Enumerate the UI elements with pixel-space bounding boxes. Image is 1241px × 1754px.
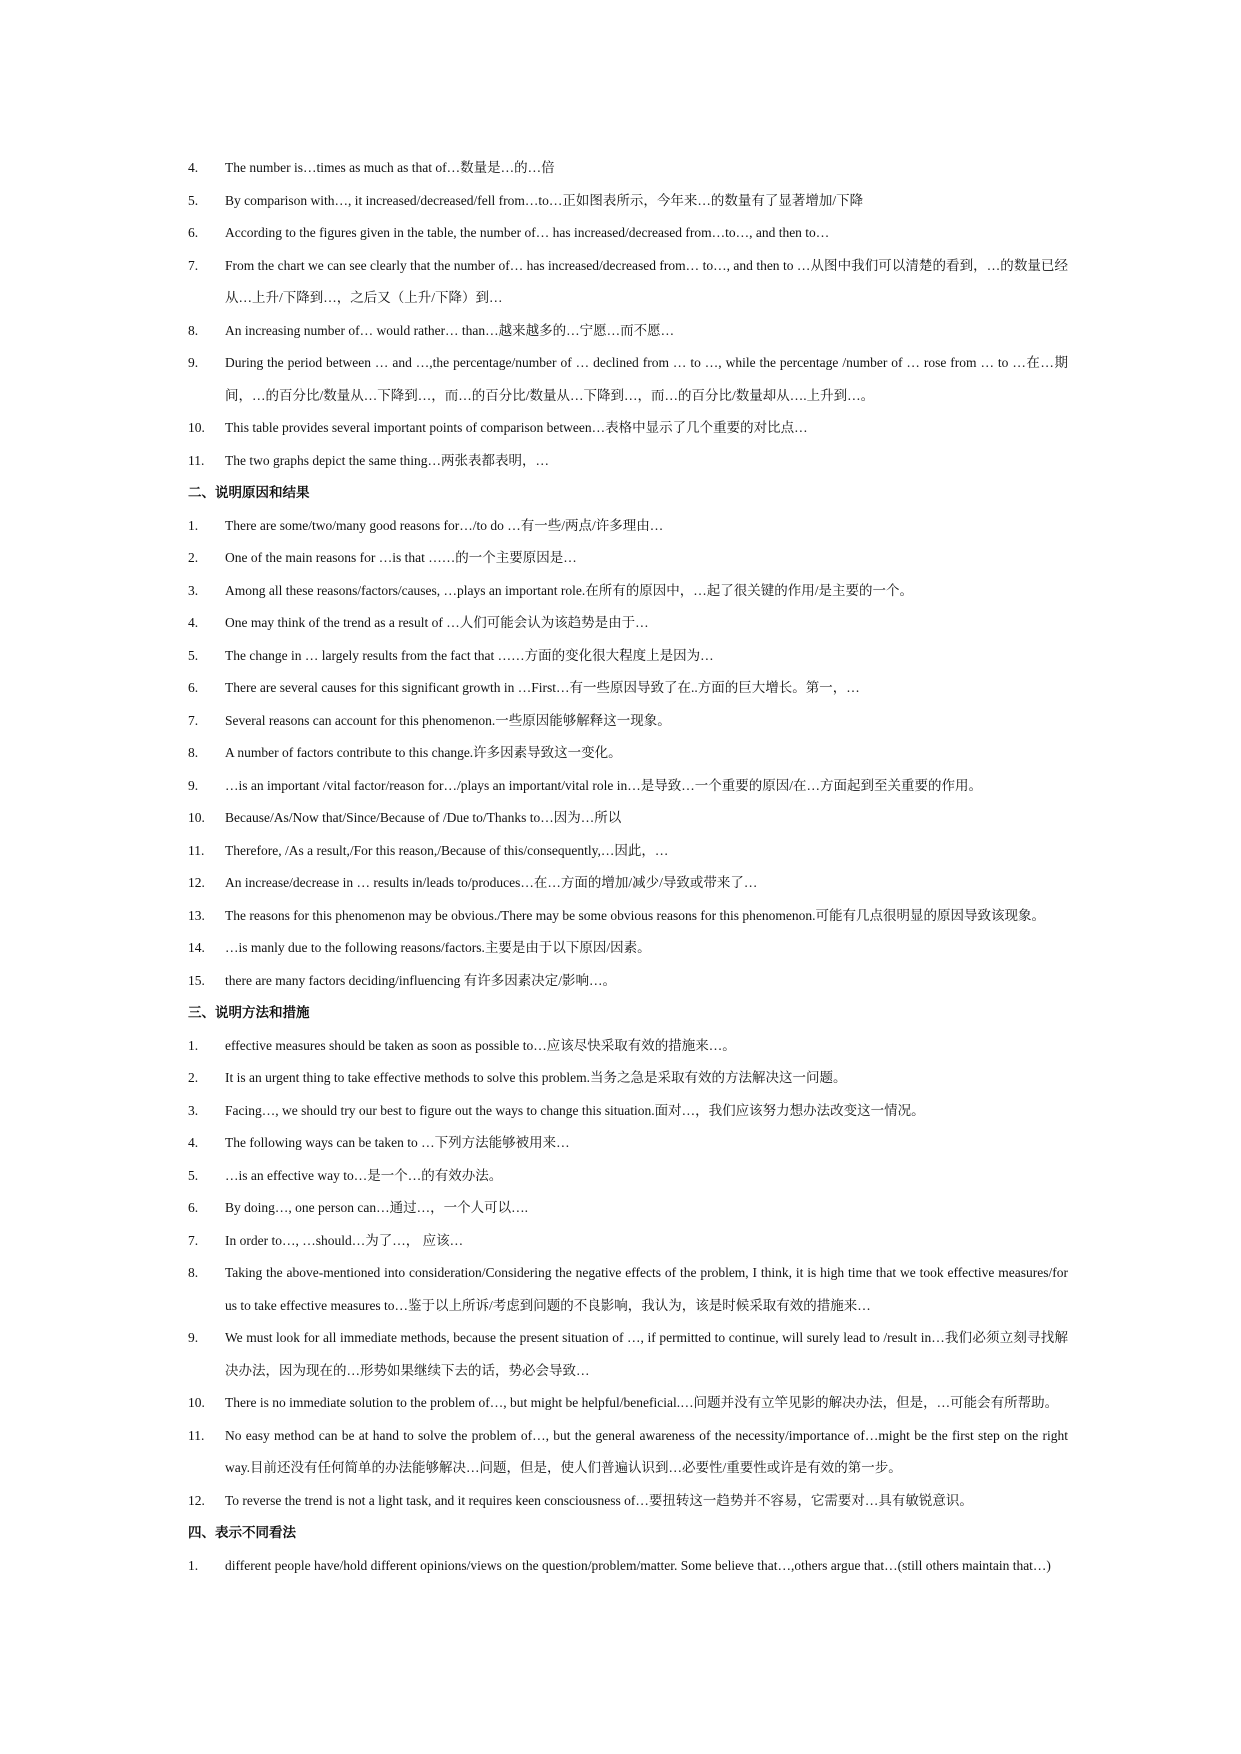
item-number: 13. bbox=[188, 907, 205, 923]
item-text: By doing…, one person can…通过…，一个人可以…. bbox=[225, 1200, 528, 1215]
list-item bbox=[188, 347, 1068, 412]
item-number: 4. bbox=[188, 1135, 199, 1150]
list-item bbox=[188, 835, 1068, 868]
item-number: 7. bbox=[188, 712, 199, 728]
item-number: 1. bbox=[188, 517, 199, 533]
list-item bbox=[188, 412, 1068, 445]
item-text: By comparison with…, it increased/decreased/fell from…to…正如图表所示，今年来…的数量有了显著增加/下降 bbox=[225, 192, 864, 208]
item-number: 14. bbox=[188, 940, 205, 955]
list-item bbox=[188, 965, 1068, 998]
item-text: The change in … largely results from the fact that ……方面的变化很大程度上是因为… bbox=[225, 647, 714, 663]
item-number: 1. bbox=[188, 1037, 199, 1053]
item-text: It is an urgent thing to take effective methods to solve this problem.当务之急是采取有效的方法解决这一问题。 bbox=[225, 1070, 847, 1085]
list-item bbox=[188, 737, 1068, 770]
section-heading: 二、说明原因和结果 bbox=[188, 485, 310, 500]
item-number: 8. bbox=[188, 745, 199, 760]
item-number: 10. bbox=[188, 420, 205, 435]
item-number: 15. bbox=[188, 972, 205, 988]
item-text: There is no immediate solution to the problem of…, but might be helpful/beneficial.…问题并没有立竿见影的解决办法，但是，…可能会有所帮助。 bbox=[225, 1395, 1059, 1410]
item-number: 9. bbox=[188, 777, 199, 793]
list-item bbox=[188, 1030, 1068, 1063]
item-number: 4. bbox=[188, 160, 199, 175]
item-number: 7. bbox=[188, 257, 199, 273]
item-number: 5. bbox=[188, 647, 199, 663]
item-number: 8. bbox=[188, 1265, 199, 1280]
item-number: 11. bbox=[188, 1427, 205, 1443]
item-text: …is an important /vital factor/reason for…/plays an important/vital role in…是导致…一个重要的原因/在…方面起到至关重要的作用。 bbox=[225, 777, 983, 793]
item-number: 1. bbox=[188, 1557, 199, 1573]
item-number: 4. bbox=[188, 615, 199, 630]
item-number: 3. bbox=[188, 582, 199, 598]
section-heading: 三、说明方法和措施 bbox=[188, 1005, 310, 1020]
item-text: Facing…, we should try our best to figure out the ways to change this situation.面对…，我们应该努力想办法改变这一情况。 bbox=[225, 1102, 925, 1118]
item-text: Several reasons can account for this phenomenon.一些原因能够解释这一现象。 bbox=[225, 712, 671, 728]
list-item bbox=[188, 185, 1068, 218]
list-item bbox=[188, 1192, 1068, 1225]
list-item bbox=[188, 1550, 1068, 1583]
item-number: 9. bbox=[188, 355, 199, 370]
section-heading: 四、表示不同看法 bbox=[188, 1525, 296, 1540]
item-text: In order to…, …should…为了…， 应该… bbox=[225, 1232, 464, 1248]
document-body bbox=[188, 152, 1068, 1582]
item-number: 6. bbox=[188, 680, 199, 695]
item-text: An increase/decrease in … results in/leads to/produces…在…方面的增加/减少/导致或带来了… bbox=[225, 875, 758, 890]
item-number: 11. bbox=[188, 842, 205, 858]
list-item bbox=[188, 1095, 1068, 1128]
item-text: Taking the above-mentioned into consideration/Considering the negative effects of the problem, I think, it is high time that we took effective measures/for us to take effective measures to…鉴于以上所诉/考虑到问题的不良影响，我认为，该是时候采取有效的措施来… bbox=[225, 1265, 1068, 1313]
item-text: The number is…times as much as that of…数量是…的…倍 bbox=[225, 160, 555, 175]
item-number: 8. bbox=[188, 322, 199, 338]
item-text: different people have/hold different opinions/views on the question/problem/matter. Some believe that…,others argue that…(still others maintain that…) bbox=[225, 1557, 1051, 1573]
list-item bbox=[188, 640, 1068, 673]
list-item bbox=[188, 575, 1068, 608]
list-item bbox=[188, 1387, 1068, 1420]
list-item bbox=[188, 672, 1068, 705]
item-text: Because/As/Now that/Since/Because of /Due to/Thanks to…因为…所以 bbox=[225, 810, 622, 825]
list-item bbox=[188, 1485, 1068, 1518]
list-item bbox=[188, 770, 1068, 803]
list-item bbox=[188, 900, 1068, 933]
item-number: 12. bbox=[188, 875, 205, 890]
list-item bbox=[188, 1160, 1068, 1193]
item-number: 6. bbox=[188, 1200, 199, 1215]
item-text: there are many factors deciding/influencing 有许多因素决定/影响…。 bbox=[225, 972, 617, 988]
list-item bbox=[188, 1062, 1068, 1095]
list-item bbox=[188, 1257, 1068, 1322]
item-text: One of the main reasons for …is that ……的一个主要原因是… bbox=[225, 550, 577, 565]
list-item bbox=[188, 932, 1068, 965]
item-number: 5. bbox=[188, 1167, 199, 1183]
item-text: The two graphs depict the same thing…两张表都表明，… bbox=[225, 452, 549, 468]
list-item bbox=[188, 542, 1068, 575]
item-text: The reasons for this phenomenon may be obvious./There may be some obvious reasons for this phenomenon.可能有几点很明显的原因导致该现象。 bbox=[225, 907, 1045, 923]
item-text: The following ways can be taken to …下列方法能够被用来… bbox=[225, 1135, 570, 1150]
item-number: 3. bbox=[188, 1102, 199, 1118]
item-text: During the period between … and …,the percentage/number of … declined from … to …, while the percentage /number of … rose from … to …在…期间，…的百分比/数量从…下降到…，而…的百分比/数量从…下降到…，而…的百分比/数量却从….上升到…。 bbox=[225, 355, 1068, 403]
item-number: 2. bbox=[188, 1070, 199, 1085]
list-item bbox=[188, 607, 1068, 640]
item-number: 10. bbox=[188, 1395, 205, 1410]
item-number: 7. bbox=[188, 1232, 199, 1248]
item-text: …is manly due to the following reasons/factors.主要是由于以下原因/因素。 bbox=[225, 940, 651, 955]
item-text: There are several causes for this significant growth in …First…有一些原因导致了在..方面的巨大增长。第一，… bbox=[225, 680, 860, 695]
list-item bbox=[188, 867, 1068, 900]
item-number: 12. bbox=[188, 1492, 205, 1508]
item-text: There are some/two/many good reasons for…/to do …有一些/两点/许多理由… bbox=[225, 517, 664, 533]
item-text: effective measures should be taken as soon as possible to…应该尽快采取有效的措施来…。 bbox=[225, 1037, 736, 1053]
list-item bbox=[188, 802, 1068, 835]
item-text: According to the figures given in the table, the number of… has increased/decreased from…to…, and then to… bbox=[225, 225, 830, 240]
list-item bbox=[188, 315, 1068, 348]
item-number: 10. bbox=[188, 810, 205, 825]
list-item bbox=[188, 1225, 1068, 1258]
item-number: 6. bbox=[188, 225, 199, 240]
item-text: Therefore, /As a result,/For this reason,/Because of this/consequently,…因此，… bbox=[225, 842, 669, 858]
item-text: This table provides several important points of comparison between…表格中显示了几个重要的对比点… bbox=[225, 420, 808, 435]
list-item bbox=[188, 152, 1068, 185]
list-item bbox=[188, 1127, 1068, 1160]
list-item bbox=[188, 445, 1068, 478]
item-text: Among all these reasons/factors/causes, …plays an important role.在所有的原因中，…起了很关键的作用/是主要的一个。 bbox=[225, 582, 914, 598]
list-item bbox=[188, 250, 1068, 315]
item-text: A number of factors contribute to this change.许多因素导致这一变化。 bbox=[225, 745, 622, 760]
item-text: An increasing number of… would rather… than…越来越多的…宁愿…而不愿… bbox=[225, 322, 675, 338]
list-item bbox=[188, 1420, 1068, 1485]
item-number: 5. bbox=[188, 192, 199, 208]
list-item bbox=[188, 217, 1068, 250]
item-text: One may think of the trend as a result of …人们可能会认为该趋势是由于… bbox=[225, 615, 649, 630]
item-text: To reverse the trend is not a light task, and it requires keen consciousness of…要扭转这一趋势并不容易，它需要对…具有敏锐意识。 bbox=[225, 1492, 973, 1508]
item-number: 2. bbox=[188, 550, 199, 565]
list-item bbox=[188, 510, 1068, 543]
item-text: No easy method can be at hand to solve the problem of…, but the general awareness of the necessity/importance of…might be the first step on the right way.目前还没有任何简单的办法能够解决…问题，但是，使人们普遍认识到…必要性/重要性或许是有效的第一步。 bbox=[225, 1427, 1068, 1475]
item-number: 9. bbox=[188, 1330, 199, 1345]
item-text: From the chart we can see clearly that the number of… has increased/decreased from… to…, and then to …从图中我们可以清楚的看到，…的数量已经从…上升/下降到…，之后又（上升/下降）到… bbox=[225, 257, 1068, 305]
item-number: 11. bbox=[188, 452, 205, 468]
list-item bbox=[188, 705, 1068, 738]
item-text: …is an effective way to…是一个…的有效办法。 bbox=[225, 1167, 503, 1183]
item-text: We must look for all immediate methods, because the present situation of …, if permitted to continue, will surely lead to /result in…我们必须立刻寻找解决办法，因为现在的…形势如果继续下去的话，势必会导致… bbox=[225, 1330, 1068, 1378]
list-item bbox=[188, 1322, 1068, 1387]
